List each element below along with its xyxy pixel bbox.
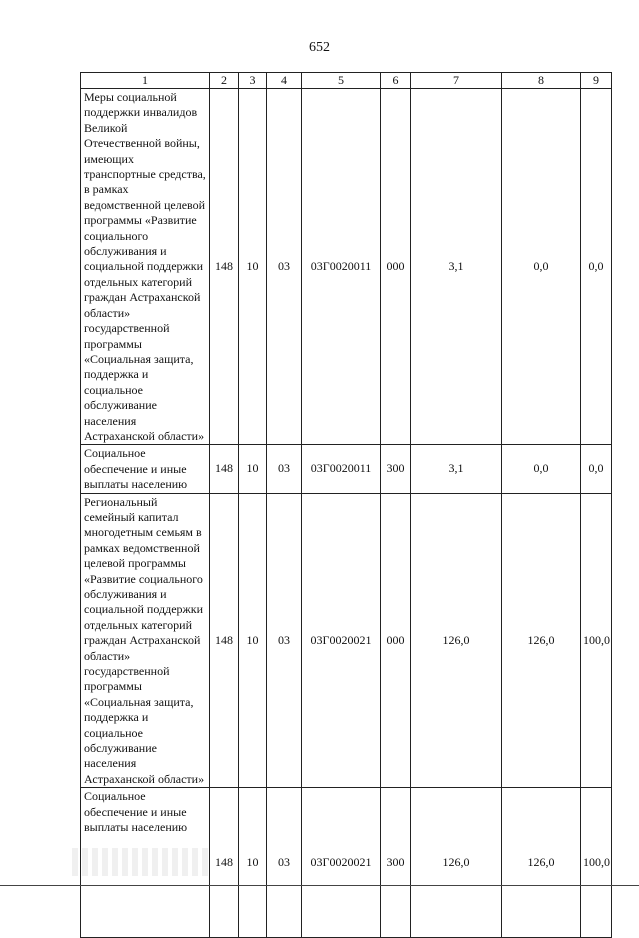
cell-section: 10	[239, 788, 267, 938]
table-row	[81, 89, 612, 445]
cell-admin-code: 148	[210, 89, 239, 445]
cell-value-8: 0,0	[502, 445, 581, 493]
cell-section: 10	[239, 89, 267, 445]
cell-target-code: 03Г0020011	[302, 445, 381, 493]
cell-value-9: 100,0	[581, 493, 612, 788]
column-header: 2	[210, 73, 239, 89]
column-header: 7	[411, 73, 502, 89]
cell-value-7: 126,0	[411, 788, 502, 938]
table-row	[81, 445, 612, 493]
column-header: 9	[581, 73, 612, 89]
cell-value-8: 126,0	[502, 788, 581, 938]
column-header: 5	[302, 73, 381, 89]
cell-admin-code: 148	[210, 445, 239, 493]
cell-expense-type: 000	[381, 89, 411, 445]
cell-value-7: 3,1	[411, 89, 502, 445]
cell-subsection: 03	[267, 788, 302, 938]
cell-value-7: 3,1	[411, 445, 502, 493]
column-header: 3	[239, 73, 267, 89]
cell-value-7: 126,0	[411, 493, 502, 788]
cell-section: 10	[239, 493, 267, 788]
column-header: 4	[267, 73, 302, 89]
row-description: Региональный семейный капитал многодетным семьям в рамках ведомственной целевой программы «Развитие социального обслуживания и социальной поддержки отдельных категорий граждан Астраханской области» государственной программы «Социальная защита, поддержка и социальное обслуживание населения Астраханской области»	[81, 493, 210, 788]
column-header: 1	[81, 73, 210, 89]
cell-expense-type: 300	[381, 445, 411, 493]
cell-expense-type: 300	[381, 788, 411, 938]
row-description: Меры социальной поддержки инвалидов Великой Отечественной войны, имеющих транспортные средства, в рамках ведомственной целевой программы «Развитие социального обслуживания и социальной поддержки отдельных категорий граждан Астраханской области» государственной программы «Социальная защита, поддержка и социальное обслуживание населения Астраханской области»	[81, 89, 210, 445]
table-row	[81, 493, 612, 788]
cell-target-code: 03Г0020021	[302, 493, 381, 788]
row-description: Социальное обеспечение и иные выплаты населению	[81, 788, 210, 938]
cell-value-9: 0,0	[581, 445, 612, 493]
cell-admin-code: 148	[210, 788, 239, 938]
page-number: 652	[309, 40, 330, 55]
cell-value-8: 0,0	[502, 89, 581, 445]
cell-subsection: 03	[267, 445, 302, 493]
column-header: 8	[502, 73, 581, 89]
cell-admin-code: 148	[210, 493, 239, 788]
bleed-through-smudge	[72, 848, 212, 876]
cell-target-code: 03Г0020011	[302, 89, 381, 445]
cell-target-code: 03Г0020021	[302, 788, 381, 938]
row-description: Социальное обеспечение и иные выплаты населению	[81, 445, 210, 493]
cell-value-9: 100,0	[581, 788, 612, 938]
cell-expense-type: 000	[381, 493, 411, 788]
header-row	[81, 73, 612, 89]
cell-subsection: 03	[267, 493, 302, 788]
cell-subsection: 03	[267, 89, 302, 445]
cell-value-9: 0,0	[581, 89, 612, 445]
cell-section: 10	[239, 445, 267, 493]
cell-value-8: 126,0	[502, 493, 581, 788]
page-bottom-rule	[0, 885, 639, 886]
column-header: 6	[381, 73, 411, 89]
budget-table	[80, 72, 612, 938]
